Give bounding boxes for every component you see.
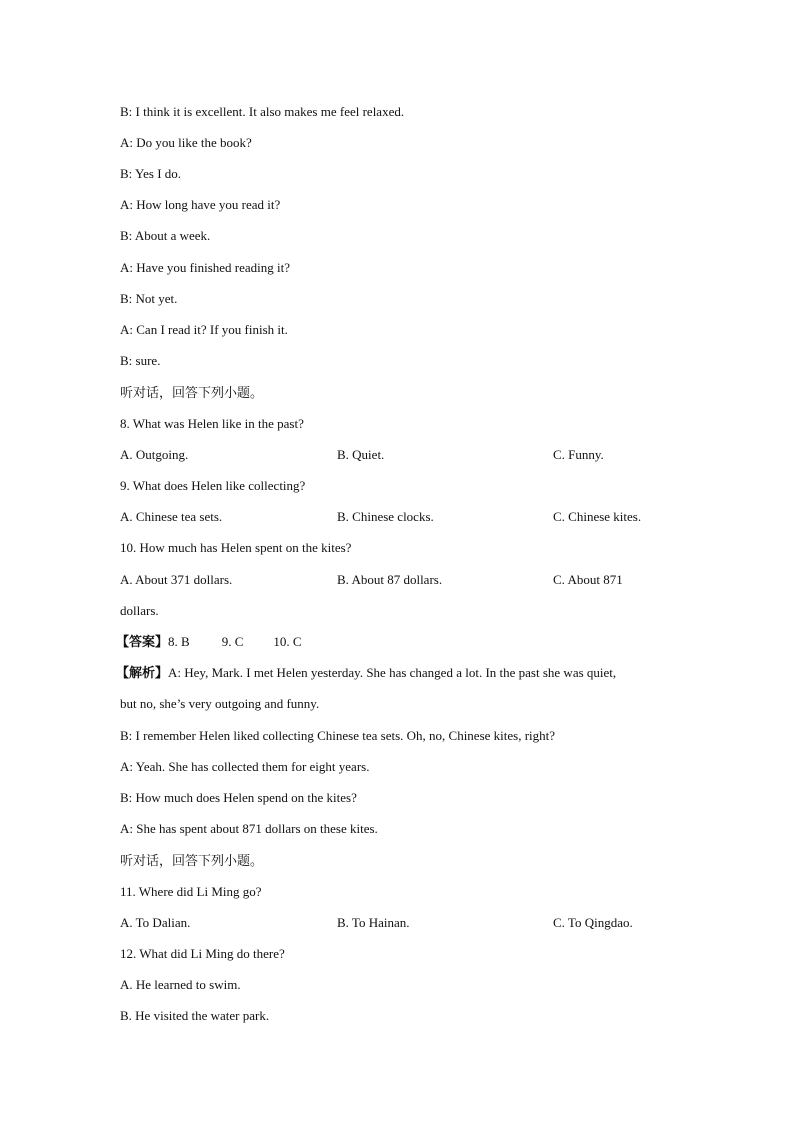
dialogue-line: B: Not yet. bbox=[120, 291, 178, 306]
question-10-option-c: C. About 871 bbox=[553, 572, 623, 587]
analysis-text: A: Hey, Mark. I met Helen yesterday. She has changed a lot. In the past she was quiet, bbox=[168, 665, 617, 680]
question-12-option-a: A. He learned to swim. bbox=[120, 977, 241, 992]
question-8-option-c: C. Funny. bbox=[553, 447, 604, 462]
answer-9: 9. C bbox=[221, 634, 244, 649]
question-12-option-b: B. He visited the water park. bbox=[120, 1008, 270, 1023]
answer-label: 【答案】 bbox=[116, 634, 169, 649]
question-11-stem: 11. Where did Li Ming go? bbox=[120, 884, 262, 899]
question-9-stem: 9. What does Helen like collecting? bbox=[120, 478, 306, 493]
question-8-stem: 8. What was Helen like in the past? bbox=[120, 416, 304, 431]
answer-line bbox=[116, 634, 302, 650]
section-instruction: 听对话，回答下列小题。 bbox=[120, 853, 264, 868]
question-8-option-b: B. Quiet. bbox=[337, 447, 385, 462]
question-8-option-a: A. Outgoing. bbox=[120, 447, 189, 462]
answer-8: 8. B bbox=[168, 634, 190, 649]
analysis-line: B: I remember Helen liked collecting Chinese tea sets. Oh, no, Chinese kites, right? bbox=[120, 728, 556, 743]
question-10-option-wrap: dollars. bbox=[120, 603, 159, 618]
dialogue-line: B: sure. bbox=[120, 353, 161, 368]
question-10-option-b: B. About 87 dollars. bbox=[337, 572, 443, 587]
question-12-stem: 12. What did Li Ming do there? bbox=[120, 946, 285, 961]
analysis-line bbox=[116, 665, 616, 681]
analysis-line: B: How much does Helen spend on the kites? bbox=[120, 790, 357, 805]
dialogue-line: B: Yes I do. bbox=[120, 166, 182, 181]
section-instruction: 听对话，回答下列小题。 bbox=[120, 385, 264, 400]
dialogue-line: A: Do you like the book? bbox=[120, 135, 252, 150]
question-11-option-a: A. To Dalian. bbox=[120, 915, 191, 930]
question-9-option-b: B. Chinese clocks. bbox=[337, 509, 434, 524]
analysis-line: A: Yeah. She has collected them for eight years. bbox=[120, 759, 370, 774]
analysis-label: 【解析】 bbox=[116, 665, 169, 680]
dialogue-line: A: Can I read it? If you finish it. bbox=[120, 322, 288, 337]
answer-10: 10. C bbox=[273, 634, 302, 649]
question-11-option-b: B. To Hainan. bbox=[337, 915, 410, 930]
question-9-option-c: C. Chinese kites. bbox=[553, 509, 642, 524]
question-10-option-a: A. About 371 dollars. bbox=[120, 572, 233, 587]
analysis-line: but no, she’s very outgoing and funny. bbox=[120, 696, 320, 711]
dialogue-line: B: About a week. bbox=[120, 228, 211, 243]
analysis-line: A: She has spent about 871 dollars on these kites. bbox=[120, 821, 378, 836]
question-9-option-a: A. Chinese tea sets. bbox=[120, 509, 223, 524]
question-11-option-c: C. To Qingdao. bbox=[553, 915, 633, 930]
question-10-stem: 10. How much has Helen spent on the kites? bbox=[120, 540, 352, 555]
dialogue-line: A: How long have you read it? bbox=[120, 197, 281, 212]
dialogue-line: B: I think it is excellent. It also makes me feel relaxed. bbox=[120, 104, 405, 119]
dialogue-line: A: Have you finished reading it? bbox=[120, 260, 291, 275]
